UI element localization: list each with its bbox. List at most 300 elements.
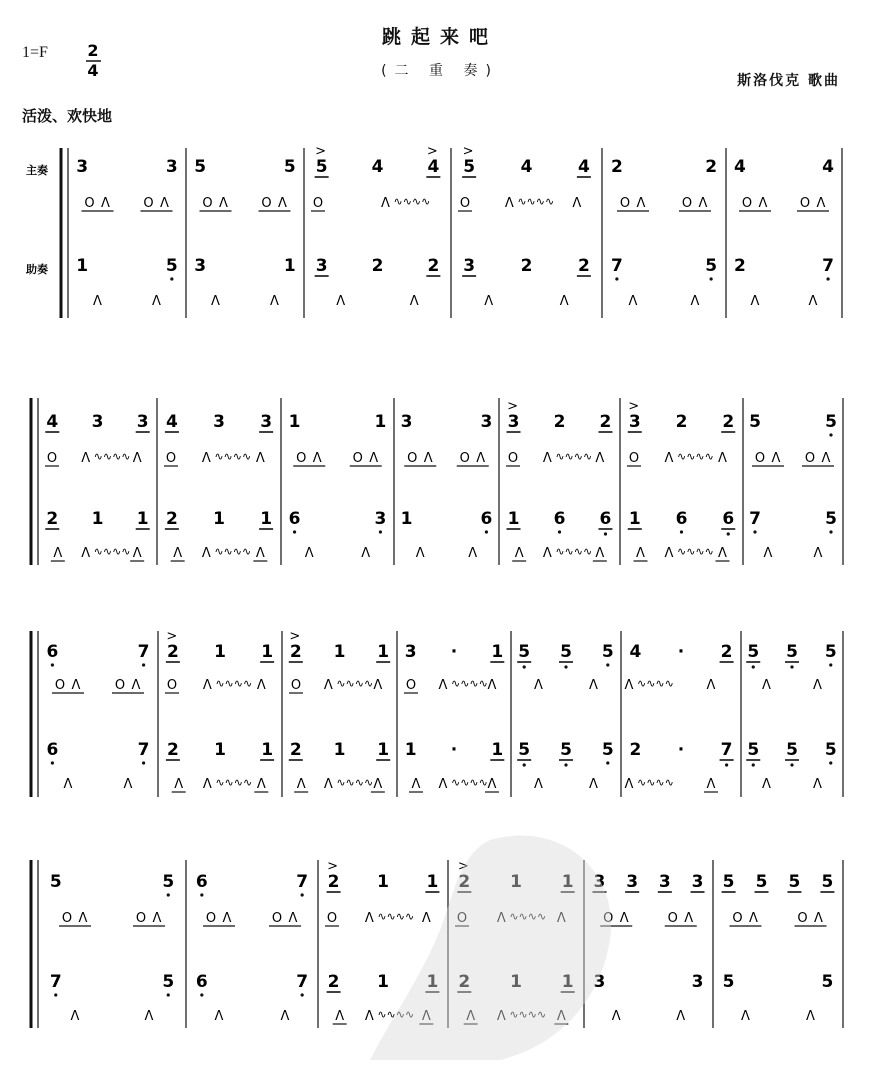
accomp-note: 3: [691, 972, 704, 992]
lead-open-mark: O: [681, 196, 693, 211]
lead-open-mark: O: [754, 451, 766, 466]
lead-note: 5: [283, 157, 296, 177]
accomp-stroke-mark: Λ: [144, 1009, 154, 1024]
accomp-stroke-mark: Λ: [542, 546, 552, 561]
accomp-stroke-mark: Λ: [487, 777, 497, 792]
accomp-stroke-mark: Λ: [335, 1009, 345, 1024]
accomp-tremolo-mark: ∿∿∿∿: [555, 545, 593, 558]
accomp-stroke-mark: Λ: [611, 1009, 621, 1024]
accomp-note: 5: [821, 972, 834, 992]
accomp-stroke-mark: Λ: [70, 1009, 80, 1024]
accomp-tremolo-mark: ∿∿∿∿: [93, 545, 131, 558]
lead-note: 3: [213, 412, 225, 432]
accomp-note: 6: [599, 509, 612, 529]
lead-low-dot: [564, 665, 567, 668]
lead-tremolo-mark: ∿∿∿∿: [214, 450, 252, 463]
lead-note: 1: [491, 642, 504, 662]
accomp-stroke-mark: Λ: [636, 546, 645, 561]
lead-note: 5: [162, 872, 175, 892]
lead-open-mark: O: [667, 911, 678, 926]
accomp-note: 7: [296, 972, 309, 992]
lead-note: 5: [786, 642, 798, 662]
accomp-note: 2: [327, 972, 340, 992]
accomp-note: 5: [824, 740, 837, 760]
lead-tremolo-mark: ∿∿∿∿: [517, 195, 555, 208]
lead-tremolo-mark: ∿∿∿∿: [637, 677, 674, 690]
accomp-low-dot: [604, 532, 607, 535]
watermark-logo: [327, 830, 630, 1065]
accomp-stroke-mark: Λ: [595, 546, 605, 561]
accomp-note: 7: [610, 256, 623, 276]
accomp-note: 5: [601, 740, 614, 760]
accomp-note: 2: [458, 972, 471, 992]
lead-stroke-mark: Λ: [816, 196, 826, 211]
lead-stroke-mark: Λ: [595, 451, 605, 466]
lead-stroke-mark: Λ: [278, 196, 287, 211]
accomp-note: 1: [76, 256, 89, 276]
accomp-low-dot: [727, 532, 730, 535]
lead-open-mark: O: [741, 196, 753, 211]
lead-note: 1: [426, 872, 439, 892]
accomp-note: 3: [374, 509, 387, 529]
lead-stroke-mark: Λ: [131, 678, 141, 693]
accomp-stroke-mark: Λ: [624, 777, 634, 792]
lead-note: 3: [593, 872, 606, 892]
lead-note: 5: [747, 642, 760, 662]
lead-note: 3: [658, 872, 671, 892]
accomp-low-dot: [54, 993, 57, 996]
lead-open-mark: O: [405, 678, 417, 693]
accomp-note: 2: [520, 256, 533, 276]
accomp-note: 7: [720, 740, 733, 760]
lead-stroke-mark: Λ: [814, 911, 823, 926]
lead-note: 1: [377, 872, 389, 892]
lead-note: 5: [463, 157, 476, 177]
accomp-tremolo-mark: ∿∿∿∿: [509, 1008, 547, 1021]
lead-accent-mark: >: [327, 859, 339, 874]
key-signature: 1=F: [22, 44, 48, 61]
lead-open-mark: O: [326, 911, 338, 926]
accomp-low-dot: [558, 530, 561, 533]
accomp-note: 1: [377, 972, 389, 992]
lead-open-mark: O: [352, 451, 363, 466]
accomp-note: 6: [480, 509, 493, 529]
lead-open-mark: O: [407, 451, 418, 466]
accomp-note: 1: [136, 509, 149, 529]
accomp-tremolo-mark: ∿∿∿∿: [637, 776, 674, 789]
lead-open-mark: O: [84, 196, 95, 211]
lead-stroke-mark: Λ: [202, 678, 212, 693]
accomp-note: 5: [825, 509, 837, 529]
accomp-note: 6: [288, 509, 301, 529]
accomp-low-dot: [680, 530, 683, 533]
accomp-stroke-mark: Λ: [763, 546, 773, 561]
accomp-low-dot: [753, 530, 756, 533]
accomp-note: 5: [165, 256, 178, 276]
lead-tremolo-mark: ∿∿∿∿: [555, 450, 593, 463]
accomp-low-dot: [523, 763, 526, 766]
lead-stroke-mark: Λ: [256, 678, 266, 693]
lead-stroke-mark: Λ: [534, 678, 543, 693]
lead-note: 5: [722, 872, 735, 892]
accomp-stroke-mark: Λ: [211, 294, 220, 309]
lead-stroke-mark: Λ: [821, 451, 831, 466]
accomp-low-dot: [200, 993, 203, 996]
accomp-note: 7: [49, 972, 62, 992]
accomp-note: 6: [553, 509, 566, 529]
accomp-stroke-mark: Λ: [664, 546, 674, 561]
accomp-stroke-mark: Λ: [484, 294, 494, 309]
lead-open-mark: O: [205, 911, 217, 926]
lead-stroke-mark: Λ: [364, 911, 374, 926]
lead-note: 3: [480, 412, 493, 432]
lead-open-mark: O: [54, 678, 66, 693]
lead-note: 2: [166, 642, 179, 662]
lead-tremolo-mark: ∿∿∿∿: [377, 910, 415, 923]
accomp-stroke-mark: Λ: [174, 777, 184, 792]
accomp-note: 7: [137, 740, 150, 760]
accomp-note: 6: [46, 740, 59, 760]
accomp-note: 2: [289, 740, 302, 760]
lead-accent-mark: >: [289, 629, 301, 644]
accomp-note: 6: [675, 509, 688, 529]
lead-low-dot: [606, 663, 609, 666]
accomp-note: ·: [450, 740, 458, 760]
tempo-marking: 活泼、欢快地: [22, 107, 113, 125]
lead-note: 2: [327, 872, 340, 892]
lead-stroke-mark: Λ: [718, 451, 727, 466]
accomp-stroke-mark: Λ: [559, 294, 569, 309]
lead-stroke-mark: Λ: [323, 678, 333, 693]
lead-note: 3: [76, 157, 89, 177]
lead-stroke-mark: Λ: [71, 678, 81, 693]
lead-note: 5: [49, 872, 62, 892]
accomp-note: 5: [705, 256, 718, 276]
accomp-stroke-mark: Λ: [534, 777, 543, 792]
lead-note: 3: [136, 412, 149, 432]
accomp-stroke-mark: Λ: [496, 1009, 506, 1024]
accomp-low-dot: [826, 277, 829, 280]
lead-open-mark: O: [143, 196, 154, 211]
lead-stroke-mark: Λ: [589, 678, 598, 693]
accomp-low-dot: [379, 530, 382, 533]
accomp-stroke-mark: Λ: [373, 777, 383, 792]
accomp-note: 2: [46, 509, 59, 529]
accomp-stroke-mark: Λ: [718, 546, 727, 561]
lead-open-mark: O: [135, 911, 147, 926]
accomp-low-dot: [142, 761, 145, 764]
accomp-tremolo-mark: ∿∿∿∿: [451, 776, 488, 789]
accomp-low-dot: [615, 277, 618, 280]
lead-stroke-mark: Λ: [556, 911, 566, 926]
lead-accent-mark: >: [628, 399, 640, 414]
accomp-note: 5: [162, 972, 175, 992]
lead-open-mark: O: [804, 451, 816, 466]
lead-open-mark: O: [619, 196, 631, 211]
lead-open-mark: O: [628, 451, 640, 466]
lead-stroke-mark: Λ: [487, 678, 497, 693]
lead-open-mark: O: [603, 911, 614, 926]
lead-stroke-mark: Λ: [78, 911, 88, 926]
lead-note: 1: [288, 412, 301, 432]
lead-tremolo-mark: ∿∿∿∿: [215, 677, 253, 690]
accomp-note: 1: [260, 509, 273, 529]
accomp-tremolo-mark: ∿∿∿∿: [214, 545, 252, 558]
accomp-stroke-mark: Λ: [690, 294, 700, 309]
accomp-note: 6: [195, 972, 208, 992]
accomp-tremolo-mark: ∿∿∿∿: [336, 776, 374, 789]
accomp-stroke-mark: Λ: [132, 546, 142, 561]
lead-note: ·: [677, 642, 685, 662]
accomp-note: 1: [400, 509, 413, 529]
lead-note: 1: [333, 642, 346, 662]
lead-stroke-mark: Λ: [813, 678, 822, 693]
lead-stroke-mark: Λ: [758, 196, 768, 211]
lead-stroke-mark: Λ: [421, 911, 431, 926]
lead-stroke-mark: Λ: [219, 196, 228, 211]
accomp-note: 3: [593, 972, 606, 992]
lead-tremolo-mark: ∿∿∿∿: [509, 910, 547, 923]
lead-note: 5: [821, 872, 834, 892]
accomp-stroke-mark: Λ: [750, 294, 760, 309]
lead-open-mark: O: [61, 911, 73, 926]
accomp-stroke-mark: Λ: [556, 1009, 566, 1024]
lead-note: 4: [427, 157, 440, 177]
lead-note: 7: [137, 642, 150, 662]
lead-open-mark: O: [114, 678, 126, 693]
lead-stroke-mark: Λ: [101, 196, 110, 211]
accomp-note: 3: [463, 256, 476, 276]
lead-stroke-mark: Λ: [698, 196, 708, 211]
lead-accent-mark: >: [462, 144, 474, 159]
lead-note: 5: [194, 157, 207, 177]
accomp-note: 2: [629, 740, 642, 760]
lead-note: 2: [458, 872, 471, 892]
accomp-stroke-mark: Λ: [589, 777, 598, 792]
accomp-stroke-mark: Λ: [81, 546, 91, 561]
lead-open-mark: O: [46, 451, 58, 466]
lead-note: 1: [377, 642, 390, 662]
accomp-low-dot: [829, 761, 832, 764]
accomp-low-dot: [710, 277, 713, 280]
accomp-note: 2: [371, 256, 384, 276]
lead-stroke-mark: Λ: [624, 678, 634, 693]
accomp-stroke-mark: Λ: [304, 546, 314, 561]
song-title: 跳起来吧: [381, 26, 498, 48]
lead-stroke-mark: Λ: [369, 451, 379, 466]
lead-note: 1: [561, 872, 574, 892]
lead-note: 7: [296, 872, 309, 892]
accomp-stroke-mark: Λ: [808, 294, 818, 309]
lead-note: 6: [195, 872, 208, 892]
lead-stroke-mark: Λ: [438, 678, 448, 693]
lead-stroke-mark: Λ: [619, 911, 629, 926]
accomp-stroke-mark: Λ: [468, 546, 478, 561]
accomp-note: 1: [283, 256, 296, 276]
accomp-note: 1: [377, 740, 390, 760]
accomp-stroke-mark: Λ: [296, 777, 306, 792]
lead-note: 5: [315, 157, 328, 177]
lead-open-mark: O: [459, 196, 471, 211]
accomp-note: 5: [786, 740, 798, 760]
accomp-note: 5: [560, 740, 572, 760]
lead-open-mark: O: [166, 678, 178, 693]
lead-note: 4: [822, 157, 835, 177]
lead-note: 4: [46, 412, 59, 432]
accomp-stroke-mark: Λ: [628, 294, 638, 309]
accomp-stroke-mark: Λ: [152, 294, 161, 309]
lead-note: 5: [518, 642, 531, 662]
lead-stroke-mark: Λ: [476, 451, 486, 466]
lead-note: 3: [628, 412, 641, 432]
lead-note: 2: [675, 412, 688, 432]
accomp-note: 7: [822, 256, 835, 276]
accomp-tremolo-mark: ∿∿∿∿: [677, 545, 714, 558]
lead-note: 1: [261, 642, 274, 662]
lead-open-mark: O: [507, 451, 519, 466]
accomp-note: 1: [628, 509, 641, 529]
lead-note: 3: [404, 642, 417, 662]
lead-stroke-mark: Λ: [201, 451, 211, 466]
lead-stroke-mark: Λ: [706, 678, 716, 693]
lead-note: 4: [629, 642, 642, 662]
lead-note: 5: [755, 872, 768, 892]
accomp-note: 6: [722, 509, 735, 529]
accomp-stroke-mark: Λ: [336, 294, 346, 309]
accomp-low-dot: [564, 763, 567, 766]
lead-stroke-mark: Λ: [152, 911, 162, 926]
accomp-stroke-mark: Λ: [256, 777, 266, 792]
lead-note: 4: [733, 157, 746, 177]
accomp-note: 1: [491, 740, 504, 760]
lead-stroke-mark: Λ: [664, 451, 674, 466]
lead-stroke-mark: Λ: [81, 451, 91, 466]
lead-note: 2: [610, 157, 623, 177]
accomp-stroke-mark: Λ: [201, 546, 211, 561]
lead-open-mark: O: [261, 196, 272, 211]
lead-stroke-mark: Λ: [373, 678, 383, 693]
lead-accent-mark: >: [315, 144, 327, 159]
accomp-note: 1: [214, 740, 226, 760]
lead-note: 5: [749, 412, 761, 432]
lead-open-mark: O: [732, 911, 743, 926]
lead-open-mark: O: [799, 196, 811, 211]
part-label-lead: 主奏: [26, 164, 48, 177]
accomp-note: 2: [166, 740, 179, 760]
lead-accent-mark: >: [457, 859, 469, 874]
lead-stroke-mark: Λ: [132, 451, 142, 466]
accomp-stroke-mark: Λ: [270, 294, 279, 309]
lead-note: 5: [825, 412, 837, 432]
lead-open-mark: O: [312, 196, 324, 211]
lead-tremolo-mark: ∿∿∿∿: [93, 450, 131, 463]
accomp-stroke-mark: Λ: [53, 546, 63, 561]
lead-note: 3: [91, 412, 104, 432]
lead-accent-mark: >: [426, 144, 438, 159]
accomp-low-dot: [485, 530, 488, 533]
lead-open-mark: O: [456, 911, 468, 926]
accomp-stroke-mark: Λ: [323, 777, 333, 792]
accomp-stroke-mark: Λ: [466, 1009, 476, 1024]
accomp-note: 5: [747, 740, 760, 760]
lead-note: 2: [553, 412, 566, 432]
accomp-note: 1: [91, 509, 104, 529]
lead-low-dot: [829, 433, 832, 436]
accomp-note: 1: [333, 740, 346, 760]
composer-credit: 斯洛伐克 歌曲: [737, 73, 840, 89]
lead-accent-mark: >: [166, 629, 178, 644]
accomp-note: 5: [518, 740, 531, 760]
lead-stroke-mark: Λ: [542, 451, 552, 466]
lead-stroke-mark: Λ: [288, 911, 298, 926]
accomp-stroke-mark: Λ: [361, 546, 371, 561]
accomp-stroke-mark: Λ: [762, 777, 771, 792]
accomp-stroke-mark: Λ: [364, 1009, 374, 1024]
accomp-low-dot: [51, 761, 54, 764]
lead-open-mark: O: [459, 451, 470, 466]
accomp-stroke-mark: Λ: [280, 1009, 290, 1024]
lead-low-dot: [829, 663, 832, 666]
lead-note: 1: [510, 872, 522, 892]
lead-stroke-mark: Λ: [572, 196, 582, 211]
accomp-stroke-mark: Λ: [438, 777, 448, 792]
lead-low-dot: [51, 663, 54, 666]
lead-open-mark: O: [271, 911, 283, 926]
lead-accent-mark: >: [507, 399, 518, 414]
accomp-note: 7: [749, 509, 761, 529]
lead-note: 1: [374, 412, 387, 432]
accomp-tremolo-mark: ∿∿∿∿: [215, 776, 253, 789]
accomp-note: 1: [404, 740, 417, 760]
accomp-note: 2: [577, 256, 590, 276]
lead-note: 5: [601, 642, 614, 662]
accomp-stroke-mark: Λ: [421, 1009, 431, 1024]
accomp-low-dot: [725, 763, 728, 766]
accomp-stroke-mark: Λ: [202, 777, 212, 792]
lead-stroke-mark: Λ: [771, 451, 781, 466]
accomp-stroke-mark: Λ: [63, 777, 73, 792]
accomp-stroke-mark: Λ: [415, 546, 425, 561]
accomp-note: ·: [677, 740, 685, 760]
lead-low-dot: [523, 665, 526, 668]
accomp-note: 1: [507, 509, 520, 529]
accomp-note: 2: [427, 256, 440, 276]
accomp-note: 5: [722, 972, 735, 992]
accomp-low-dot: [293, 530, 296, 533]
accomp-low-dot: [301, 993, 304, 996]
accomp-stroke-mark: Λ: [813, 546, 823, 561]
lead-stroke-mark: Λ: [312, 451, 322, 466]
accomp-note: 1: [426, 972, 439, 992]
accomp-tremolo-mark: ∿∿∿∿: [377, 1008, 415, 1021]
accomp-stroke-mark: Λ: [676, 1009, 686, 1024]
accomp-low-dot: [170, 277, 173, 280]
lead-note: 2: [705, 157, 718, 177]
accomp-note: 2: [733, 256, 746, 276]
song-subtitle: (二 重 奏): [381, 63, 499, 79]
lead-stroke-mark: Λ: [255, 451, 265, 466]
lead-low-dot: [790, 665, 793, 668]
lead-note: 4: [520, 157, 533, 177]
accomp-low-dot: [606, 761, 609, 764]
lead-stroke-mark: Λ: [749, 911, 758, 926]
lead-note: 5: [788, 872, 801, 892]
accomp-low-dot: [167, 993, 170, 996]
lead-stroke-mark: Λ: [504, 196, 514, 211]
accomp-stroke-mark: Λ: [741, 1009, 750, 1024]
lead-stroke-mark: Λ: [222, 911, 232, 926]
lead-note: 2: [599, 412, 612, 432]
